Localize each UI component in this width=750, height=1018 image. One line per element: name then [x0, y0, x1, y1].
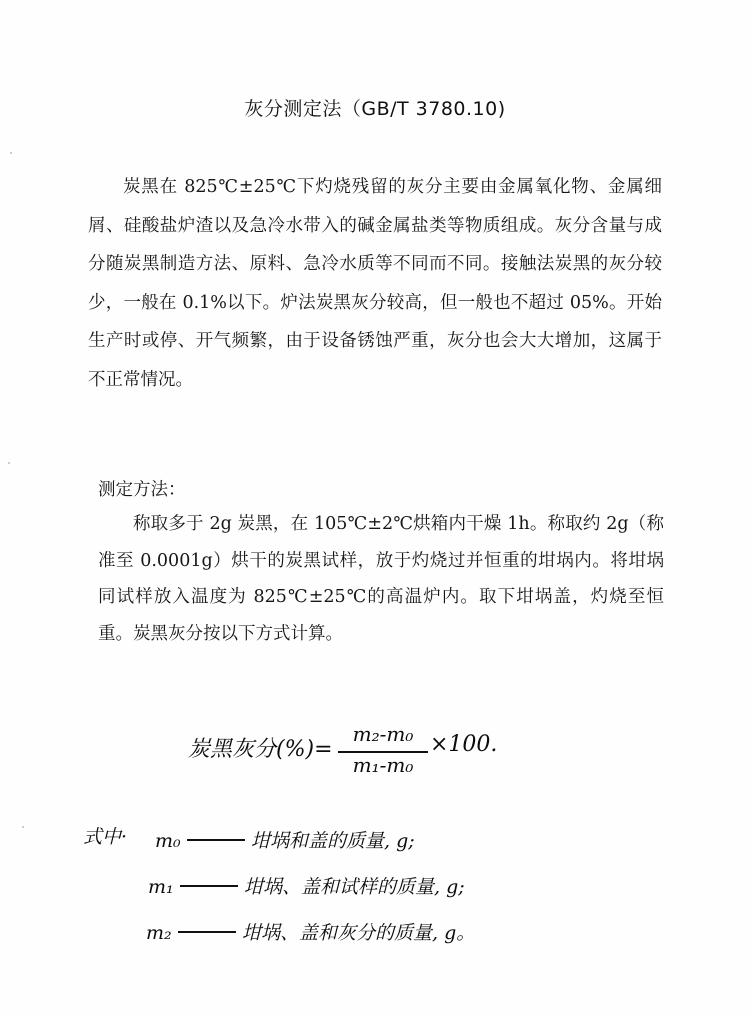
where-label: 式中· — [83, 826, 128, 848]
document-title: 灰分测定法（GB/T 3780.10) — [244, 98, 506, 120]
definition-m2 — [146, 918, 475, 945]
formula-rhs: ×100. — [430, 732, 498, 757]
scan-speck — [22, 826, 24, 828]
method-heading: 测定方法： — [98, 480, 186, 500]
definition-symbol: m₂ — [146, 922, 172, 944]
definition-text: 坩埚和盖的质量, g; — [251, 830, 415, 852]
scan-speck — [8, 462, 10, 464]
definition-m1 — [148, 872, 465, 899]
definition-text: 坩埚、盖和试样的质量, g; — [244, 876, 465, 898]
definition-dash — [187, 839, 245, 841]
definition-dash — [178, 931, 236, 933]
scan-speck — [10, 152, 12, 154]
method-paragraph: 称取多于 2g 炭黑，在 105℃±2℃烘箱内干燥 1h。称取约 2g（称准至 0.0001g）烘干的炭黑试样，放于灼烧过并恒重的坩埚内。将坩埚同试样放入温度为 825℃±25℃的高温炉内。取下坩埚盖，灼烧至恒重。炭黑灰分按以下方式计算。 — [98, 514, 664, 644]
definition-symbol: m₀ — [155, 830, 181, 852]
formula-fraction — [338, 722, 428, 778]
definition-symbol: m₁ — [148, 876, 174, 898]
definition-m0 — [155, 826, 415, 853]
intro-paragraph: 炭黑在 825℃±25℃下灼烧残留的灰分主要由金属氧化物、金属细屑、硅酸盐炉渣以及急冷水带入的碱金属盐类等物质组成。灰分含量与成分随炭黑制造方法、原料、急冷水质等不同而不同。接触法炭黑的灰分较少，一般在 0.1%以下。炉法炭黑灰分较高，但一般也不超过 05%。开始生产时或停、开气频繁，由于设备锈蚀严重，灰分也会大大增加，这属于不正常情况。 — [88, 177, 662, 390]
formula-lhs: 炭黑灰分(%)= — [188, 737, 333, 762]
formula-numerator: m₂-m₀ — [352, 722, 414, 746]
definition-text: 坩埚、盖和灰分的质量, g。 — [242, 922, 476, 944]
ash-content-formula — [188, 722, 508, 782]
definition-dash — [180, 885, 238, 887]
formula-denominator: m₁-m₀ — [352, 753, 414, 777]
